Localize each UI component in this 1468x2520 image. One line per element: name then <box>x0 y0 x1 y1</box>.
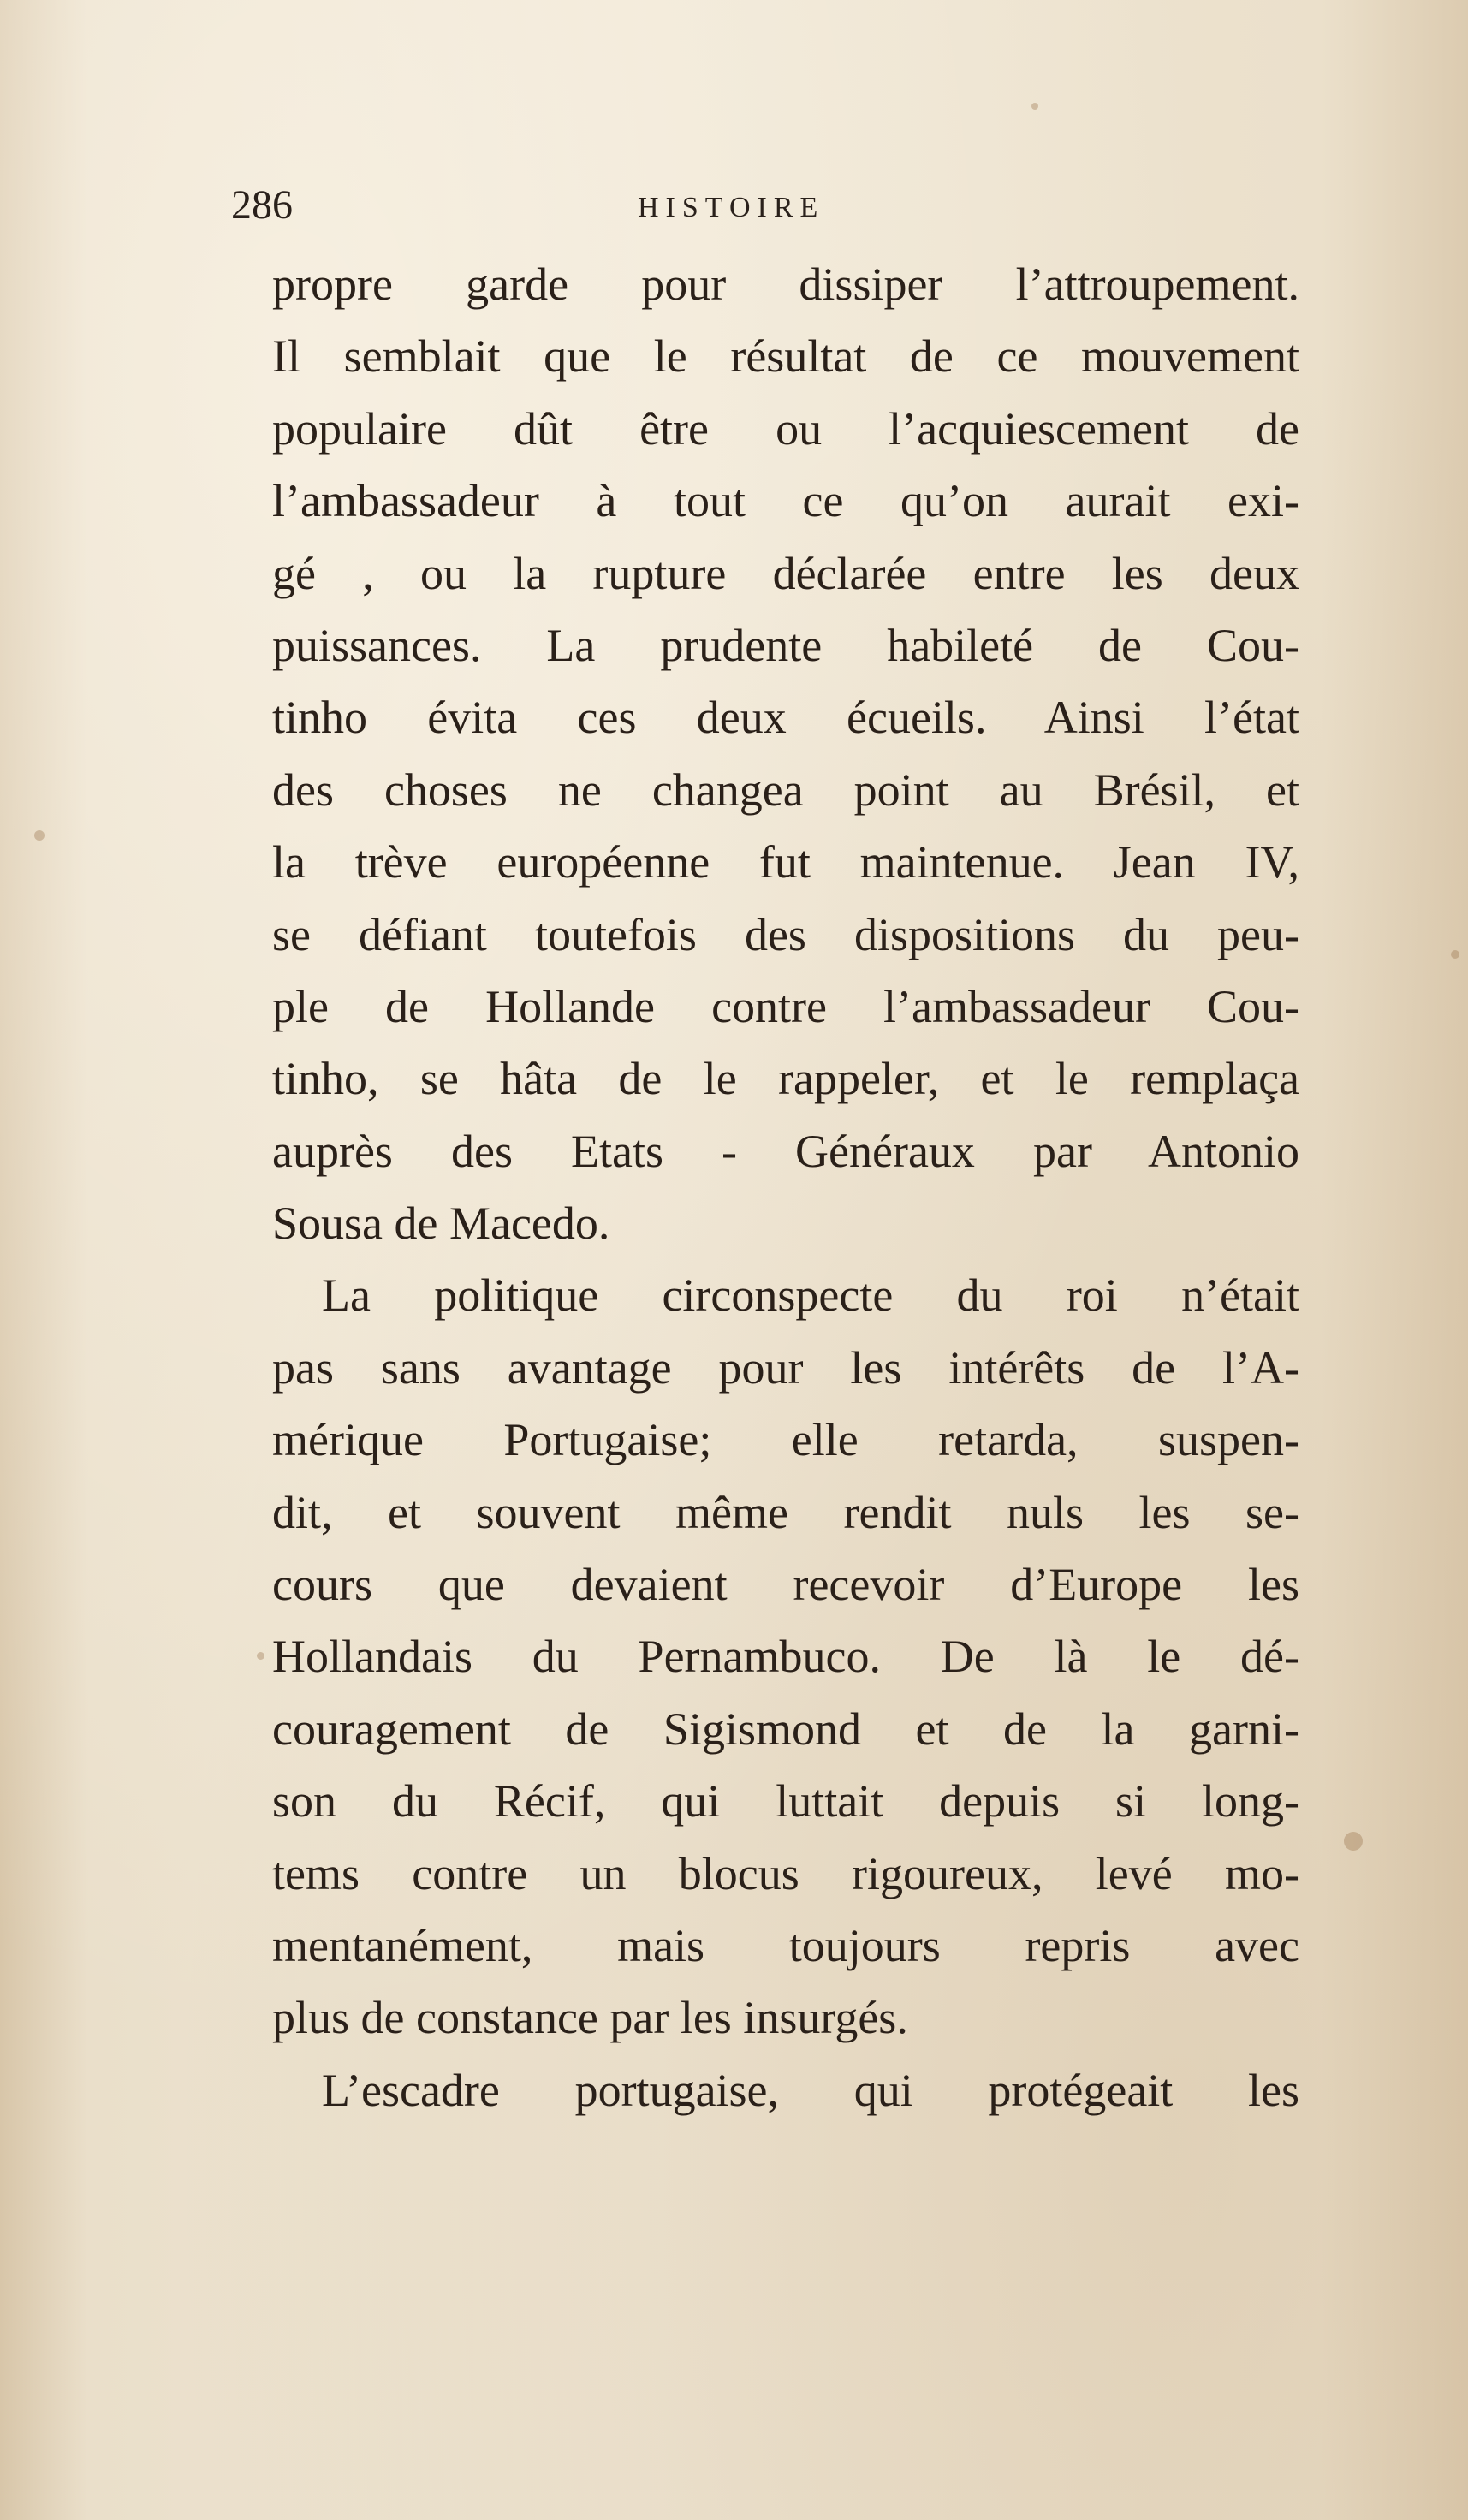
text-line: tinho, se hâta de le rappeler, et le remplaça <box>272 1053 1299 1105</box>
foxing-spot <box>1031 103 1038 110</box>
body-text <box>272 248 1299 2126</box>
text-line: couragement de Sigismond et de la garni- <box>272 1703 1299 1755</box>
text-line: son du Récif, qui luttait depuis si long- <box>272 1775 1299 1828</box>
text-line: populaire dût être ou l’acquiescement de <box>272 402 1299 455</box>
text-line: ple de Hollande contre l’ambassadeur Cou- <box>272 980 1299 1032</box>
text-line: Hollandais du Pernambuco. De là le dé- <box>272 1631 1299 1683</box>
text-line: la trève européenne fut maintenue. Jean IV, <box>272 836 1299 889</box>
page-number: 286 <box>231 182 293 228</box>
foxing-spot <box>257 1652 264 1660</box>
text-line: L’escadre portugaise, qui protégeait les <box>322 2064 1299 2116</box>
running-head: HISTOIRE <box>638 192 825 223</box>
text-line: La politique circonspecte du roi n’était <box>322 1269 1299 1322</box>
text-line: plus de constance par les insurgés. <box>272 1992 908 2044</box>
text-line: l’ambassadeur à tout ce qu’on aurait exi- <box>272 475 1299 527</box>
text-line: tems contre un blocus rigoureux, levé mo- <box>272 1847 1299 1899</box>
text-line: pas sans avantage pour les intérêts de l’A- <box>272 1341 1299 1394</box>
text-line: Sousa de Macedo. <box>272 1198 610 1250</box>
page-header <box>231 181 1327 233</box>
text-line: auprès des Etats - Généraux par Antonio <box>272 1125 1299 1177</box>
text-line: gé , ou la rupture déclarée entre les deux <box>272 547 1299 599</box>
foxing-spot <box>1344 1832 1363 1851</box>
text-line: se défiant toutefois des dispositions du peu- <box>272 908 1299 960</box>
text-line: dit, et souvent même rendit nuls les se- <box>272 1486 1299 1538</box>
foxing-spot <box>1451 950 1459 959</box>
text-line: mentanément, mais toujours repris avec <box>272 1919 1299 1971</box>
foxing-spot <box>34 830 45 841</box>
text-line: Il semblait que le résultat de ce mouvement <box>272 330 1299 383</box>
text-line: cours que devaient recevoir d’Europe les <box>272 1559 1299 1611</box>
text-line: puissances. La prudente habileté de Cou- <box>272 619 1299 671</box>
text-line: des choses ne changea point au Brésil, et <box>272 764 1299 816</box>
text-line: tinho évita ces deux écueils. Ainsi l’état <box>272 692 1299 744</box>
text-line: propre garde pour dissiper l’attroupement. <box>272 259 1299 310</box>
text-line: mérique Portugaise; elle retarda, suspen- <box>272 1414 1299 1466</box>
